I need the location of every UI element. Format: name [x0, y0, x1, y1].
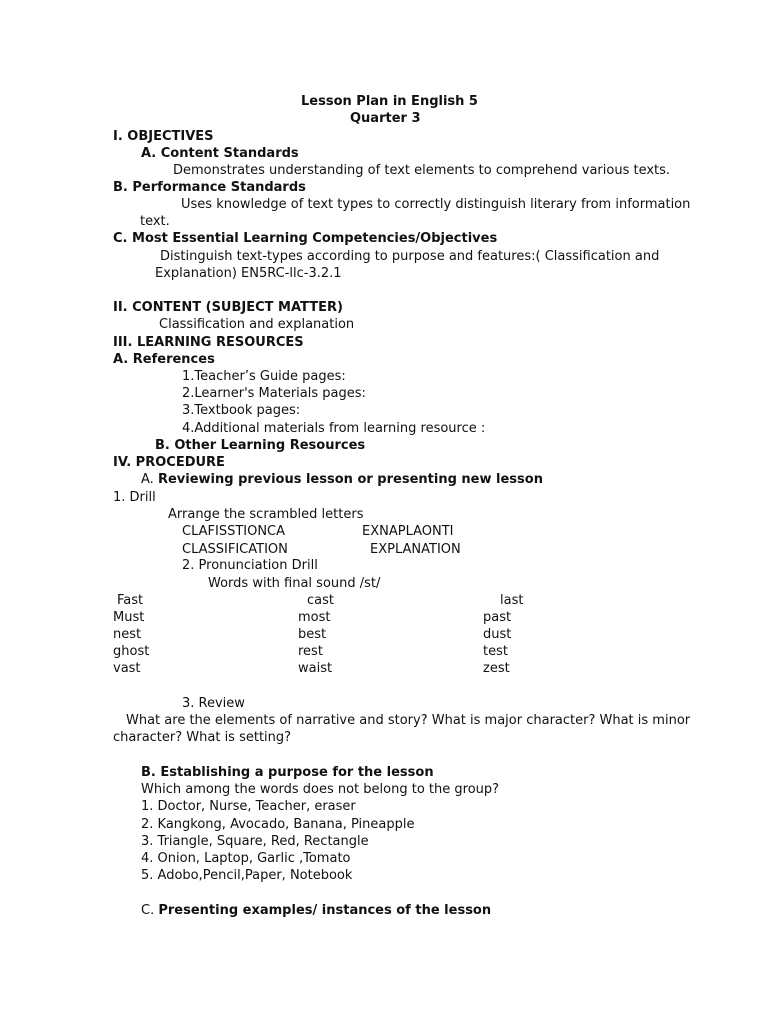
scrambled-word: EXNAPLAONTI — [362, 524, 454, 539]
performance-standards-text-cont: text. — [140, 214, 170, 229]
competencies-heading: C. Most Essential Learning Competencies/Objectives — [113, 231, 498, 246]
references-heading: A. References — [113, 352, 215, 367]
resources-heading: III. LEARNING RESOURCES — [113, 335, 304, 350]
word-cell: ghost — [113, 644, 150, 659]
word-cell: last — [500, 593, 524, 608]
list-item: 2. Kangkong, Avocado, Banana, Pineapple — [141, 817, 415, 832]
document-title: Lesson Plan in English 5 — [301, 94, 478, 109]
other-resources-heading: B. Other Learning Resources — [155, 438, 366, 453]
word-cell: rest — [298, 644, 323, 659]
performance-standards-text: Uses knowledge of text types to correctly distinguish literary from information — [181, 197, 691, 212]
content-heading: II. CONTENT (SUBJECT MATTER) — [113, 300, 343, 315]
list-item: 4. Onion, Laptop, Garlic ,Tomato — [141, 851, 351, 866]
section-a-title: Reviewing previous lesson or presenting new lesson — [157, 472, 543, 487]
list-item: 3. Triangle, Square, Red, Rectangle — [141, 834, 369, 849]
reference-item: 1.Teacher’s Guide pages: — [182, 369, 346, 384]
reference-item: 4.Additional materials from learning resource : — [182, 421, 486, 436]
section-c-prefix: C. — [141, 903, 159, 918]
word-cell: zest — [483, 661, 510, 676]
section-b-question: Which among the words does not belong to the group? — [141, 782, 500, 797]
word-cell: most — [298, 610, 331, 625]
pronunciation-label: 2. Pronunciation Drill — [182, 558, 318, 573]
section-b-heading: B. Establishing a purpose for the lesson — [141, 765, 434, 780]
reference-item: 3.Textbook pages: — [182, 403, 301, 418]
review-question: What are the elements of narrative and story? What is major character? What is minor — [126, 713, 691, 728]
section-a-prefix: A. — [141, 472, 158, 487]
word-cell: test — [483, 644, 508, 659]
scrambled-word: CLAFISSTIONCA — [182, 524, 286, 539]
word-cell: waist — [298, 661, 333, 676]
word-cell: best — [298, 627, 327, 642]
content-standards-heading: A. Content Standards — [141, 146, 299, 161]
word-cell: dust — [483, 627, 512, 642]
list-item: 5. Adobo,Pencil,Paper, Notebook — [141, 868, 353, 883]
content-standards-text: Demonstrates understanding of text elements to comprehend various texts. — [173, 163, 671, 178]
quarter-label: Quarter 3 — [350, 111, 421, 126]
word-cell: cast — [307, 593, 334, 608]
answer-word: EXPLANATION — [370, 542, 461, 557]
section-a-heading — [141, 471, 543, 488]
review-question-cont: character? What is setting? — [113, 730, 292, 745]
list-item: 1. Doctor, Nurse, Teacher, eraser — [141, 799, 356, 814]
procedure-heading: IV. PROCEDURE — [113, 455, 225, 470]
drill-instruction: Arrange the scrambled letters — [168, 507, 364, 522]
word-cell: past — [483, 610, 512, 625]
reference-item: 2.Learner's Materials pages: — [182, 386, 366, 401]
competencies-text-cont: Explanation) EN5RC-llc-3.2.1 — [155, 266, 342, 281]
review-label: 3. Review — [182, 696, 245, 711]
word-cell: nest — [113, 627, 142, 642]
performance-standards-heading: B. Performance Standards — [113, 180, 306, 195]
pronunciation-instruction: Words with final sound /st/ — [208, 576, 381, 591]
section-c-title: Presenting examples/ instances of the lesson — [158, 903, 492, 918]
drill-label: 1. Drill — [113, 490, 156, 505]
word-cell: Must — [113, 610, 145, 625]
word-cell: vast — [113, 661, 141, 676]
word-cell: Fast — [117, 593, 144, 608]
answer-word: CLASSIFICATION — [182, 542, 288, 557]
content-text: Classification and explanation — [159, 317, 355, 332]
competencies-text: Distinguish text-types according to purpose and features:( Classification and — [160, 249, 660, 264]
objectives-heading: I. OBJECTIVES — [113, 129, 214, 144]
section-c-heading — [141, 902, 491, 919]
